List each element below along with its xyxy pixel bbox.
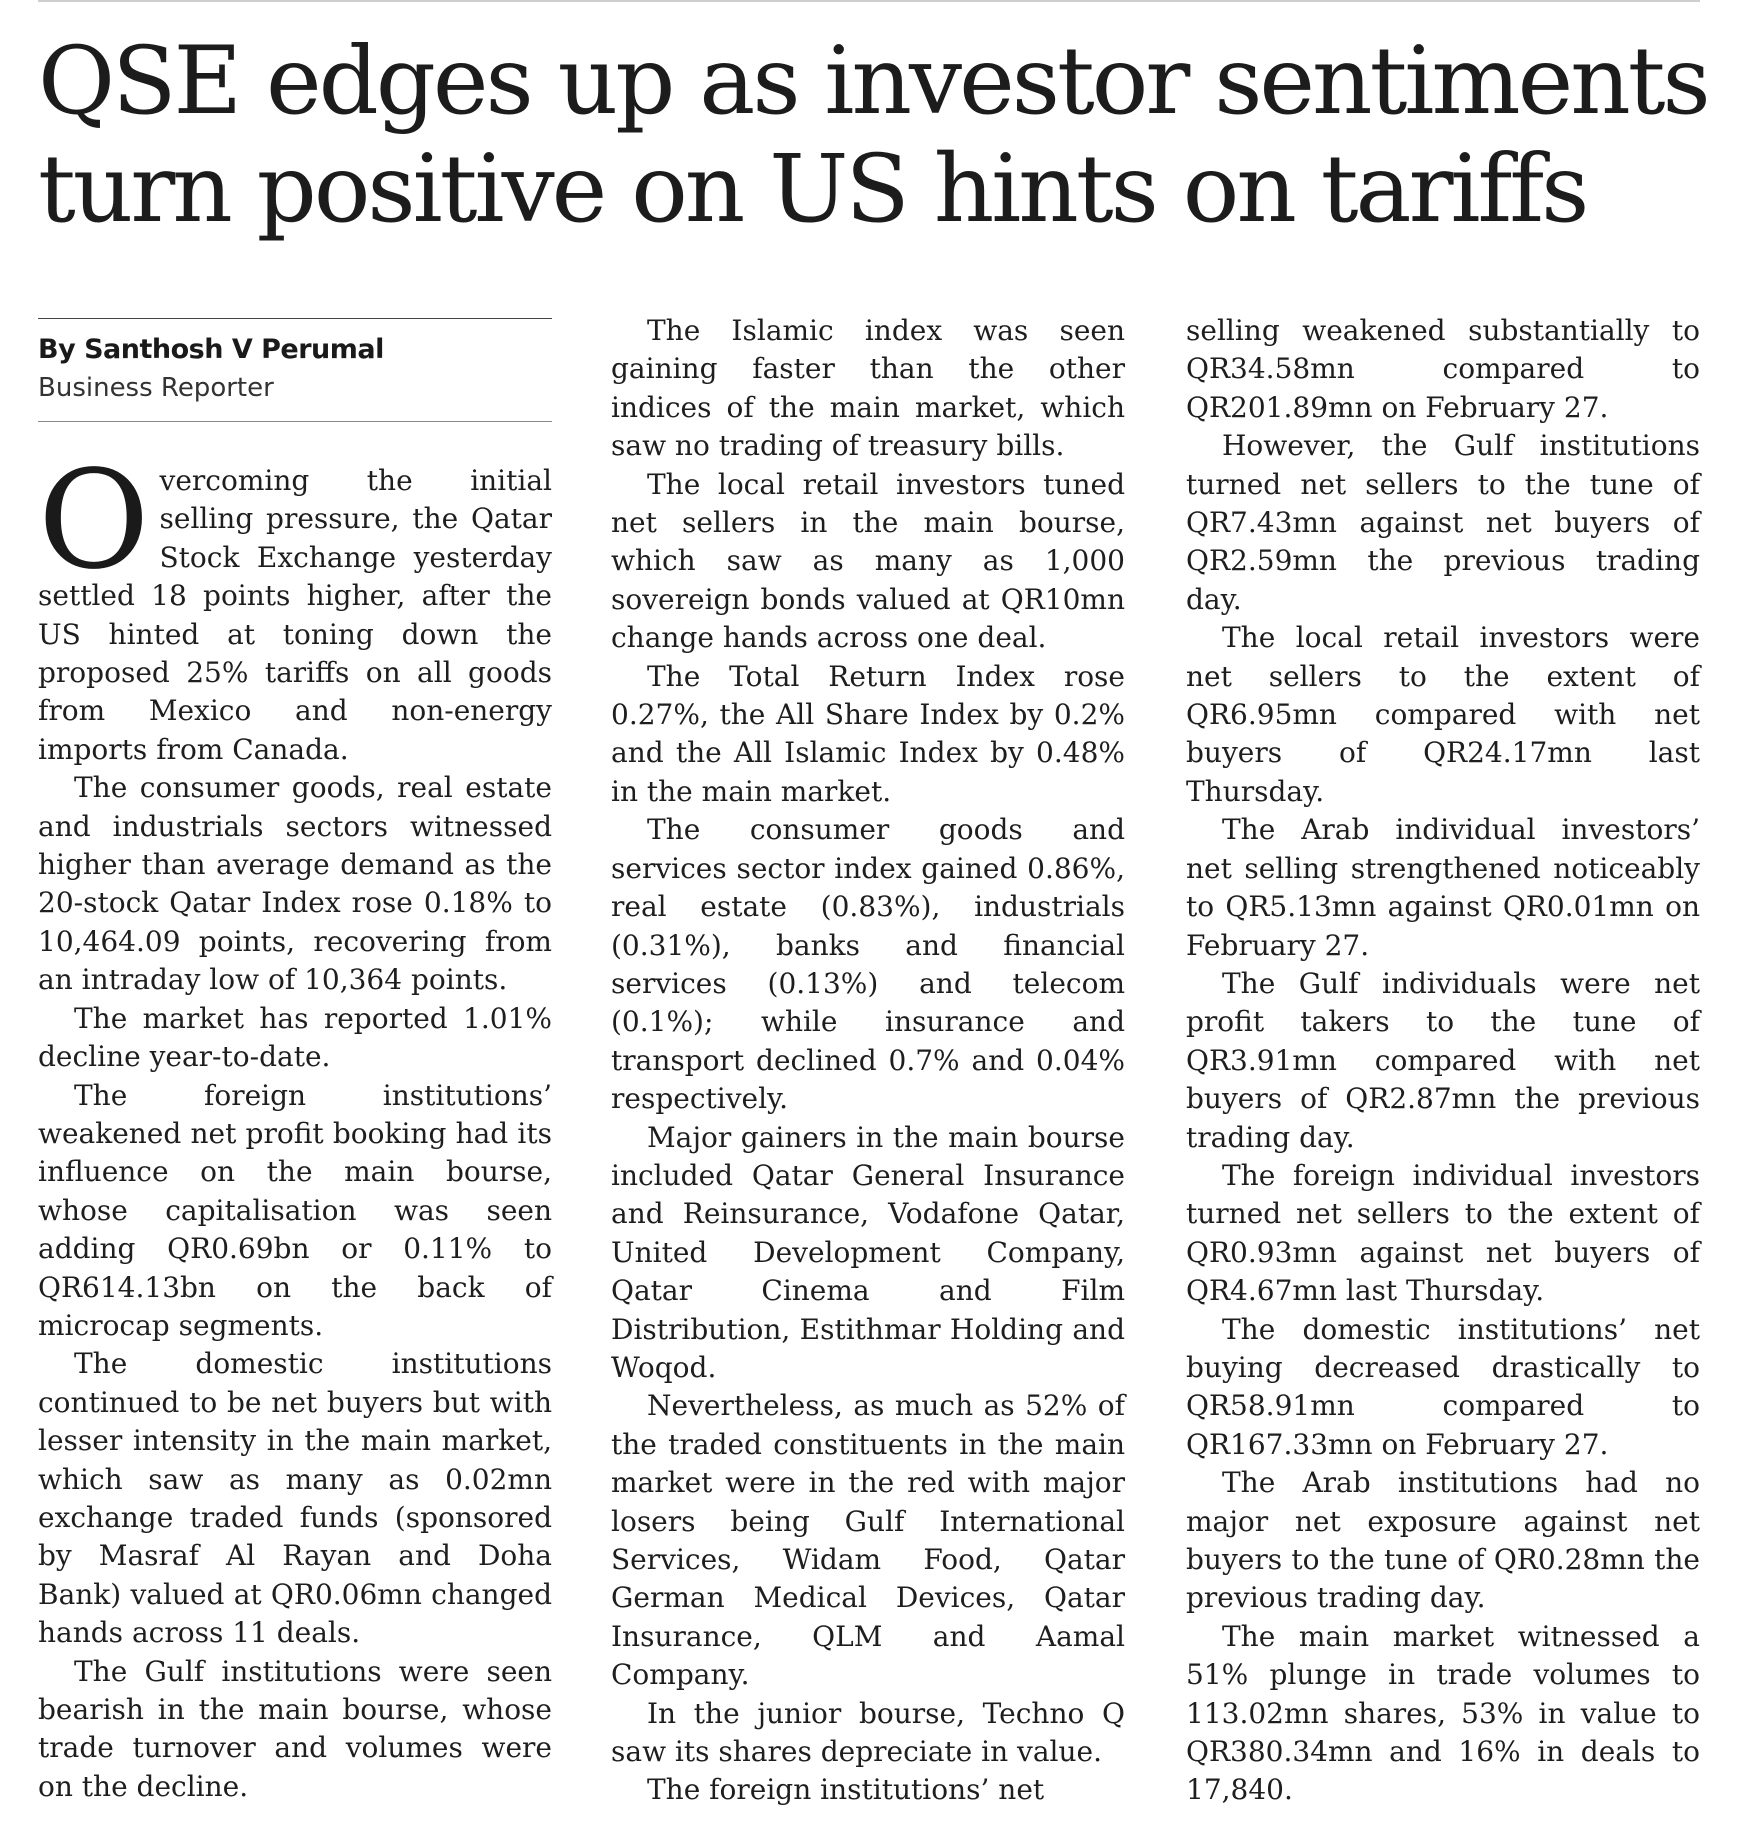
article-column-2 (611, 312, 1125, 1810)
paragraph: The Gulf institutions were seen bearish in the main bourse, whose trade turnover and volumes were on the decline. (38, 1654, 552, 1803)
paragraph: The domestic institutions’ net buying decreased drastically to QR58.91mn compared to QR167.33mn on February 27. (1186, 1312, 1700, 1461)
paragraph: The Islamic index was seen gaining faster than the other indices of the main market, which saw no trading of treasury bills. (611, 314, 1125, 463)
byline-role: Business Reporter (38, 373, 274, 403)
paragraph: The main market witnessed a 51% plunge in trade volumes to 113.02mn shares, 53% in value to QR380.34mn and 16% in deals to 17,840. (1186, 1619, 1700, 1807)
paragraph: The Arab individual investors’ net selling strengthened noticeably to QR5.13mn against QR0.01mn on February 27. (1186, 813, 1700, 962)
paragraph: Nevertheless, as much as 52% of the traded constituents in the main market were in the red with major losers being Gulf International Services, Widam Food, Qatar German Medical Devices, Qatar Insurance, QLM and Aamal Company. (611, 1389, 1125, 1692)
paragraph: The foreign individual investors turned net sellers to the extent of QR0.93mn against net buyers of QR4.67mn last Thursday. (1186, 1158, 1700, 1308)
paragraph: The local retail investors tuned net sellers in the main bourse, which saw as many as 1,000 sovereign bonds valued at QR10mn change hands across one deal. (611, 467, 1125, 655)
lead-paragraph (38, 442, 552, 769)
paragraph: In the junior bourse, Techno Q saw its shares depreciate in value. (611, 1696, 1125, 1769)
paragraph: The domestic institutions continued to be net buyers but with lesser intensity in the main market, which saw as many as 0.02mn exchange traded funds (sponsored by Masraf Al Rayan and Doha Bank) valued at QR0.06mn changed hands across 11 deals. (38, 1347, 552, 1650)
paragraph: The market has reported 1.01% decline year-to-date. (38, 1001, 552, 1074)
paragraph: The local retail investors were net sellers to the extent of QR6.95mn compared with net buyers of QR24.17mn last Thursday. (1186, 621, 1700, 808)
byline-author: By Santhosh V Perumal (38, 334, 384, 365)
paragraph-continued: The foreign institutions’ net (647, 1773, 1045, 1807)
article-column-3 (1186, 312, 1700, 1810)
paragraph: The Total Return Index rose 0.27%, the All Share Index by 0.2% and the All Islamic Index by 0.48% in the main market. (611, 659, 1125, 808)
paragraph: The Gulf individuals were net profit takers to the tune of QR3.91mn compared with net buyers of QR2.87mn the previous trading day. (1186, 966, 1700, 1154)
paragraph-continuation: selling weakened substantially to QR34.58mn compared to QR201.89mn on February 27. (1186, 314, 1700, 424)
article-column-1 (38, 312, 552, 1806)
paragraph: However, the Gulf institutions turned net sellers to the tune of QR7.43mn against net buyers of QR2.59mn the previous trading day. (1186, 429, 1700, 616)
lead-text: vercoming the initial selling pressure, the Qatar Stock Exchange yesterday settled 18 points higher, after the US hinted at toning down the proposed 25% tariffs on all goods from Mexico and non-energy imports from Canada. (38, 464, 552, 766)
paragraph: Major gainers in the main bourse included Qatar General Insurance and Reinsurance, Vodafone Qatar, United Development Company, Qatar Cinema and Film Distribution, Estithmar Holding and Woqod. (611, 1120, 1125, 1384)
headline-line-1: QSE edges up as investor sentiments (38, 27, 1708, 136)
drop-cap: O (38, 442, 150, 600)
paragraph: The consumer goods, real estate and industrials sectors witnessed higher than average demand as the 20-stock Qatar Index rose 0.18% to 10,464.09 points, recovering from an intraday low of 10,364 points. (38, 771, 552, 997)
byline (38, 318, 552, 422)
headline-line-2: turn positive on US hints on tariffs (38, 135, 1587, 245)
paragraph: The consumer goods and services sector index gained 0.86%, real estate (0.83%), industrials (0.31%), banks and financial services (0.13%) and telecom (0.1%); while insurance and transport declined 0.7% and 0.04% respectively. (611, 813, 1125, 1116)
paragraph: The Arab institutions had no major net exposure against net buyers to the tune of QR0.28mn the previous trading day. (1186, 1466, 1700, 1615)
paragraph: The foreign institutions’ weakened net profit booking had its influence on the main bourse, whose capitalisation was seen adding QR0.69bn or 0.11% to QR614.13bn on the back of microcap segments. (38, 1078, 552, 1342)
top-rule (38, 0, 1700, 2)
headline (38, 28, 1718, 244)
